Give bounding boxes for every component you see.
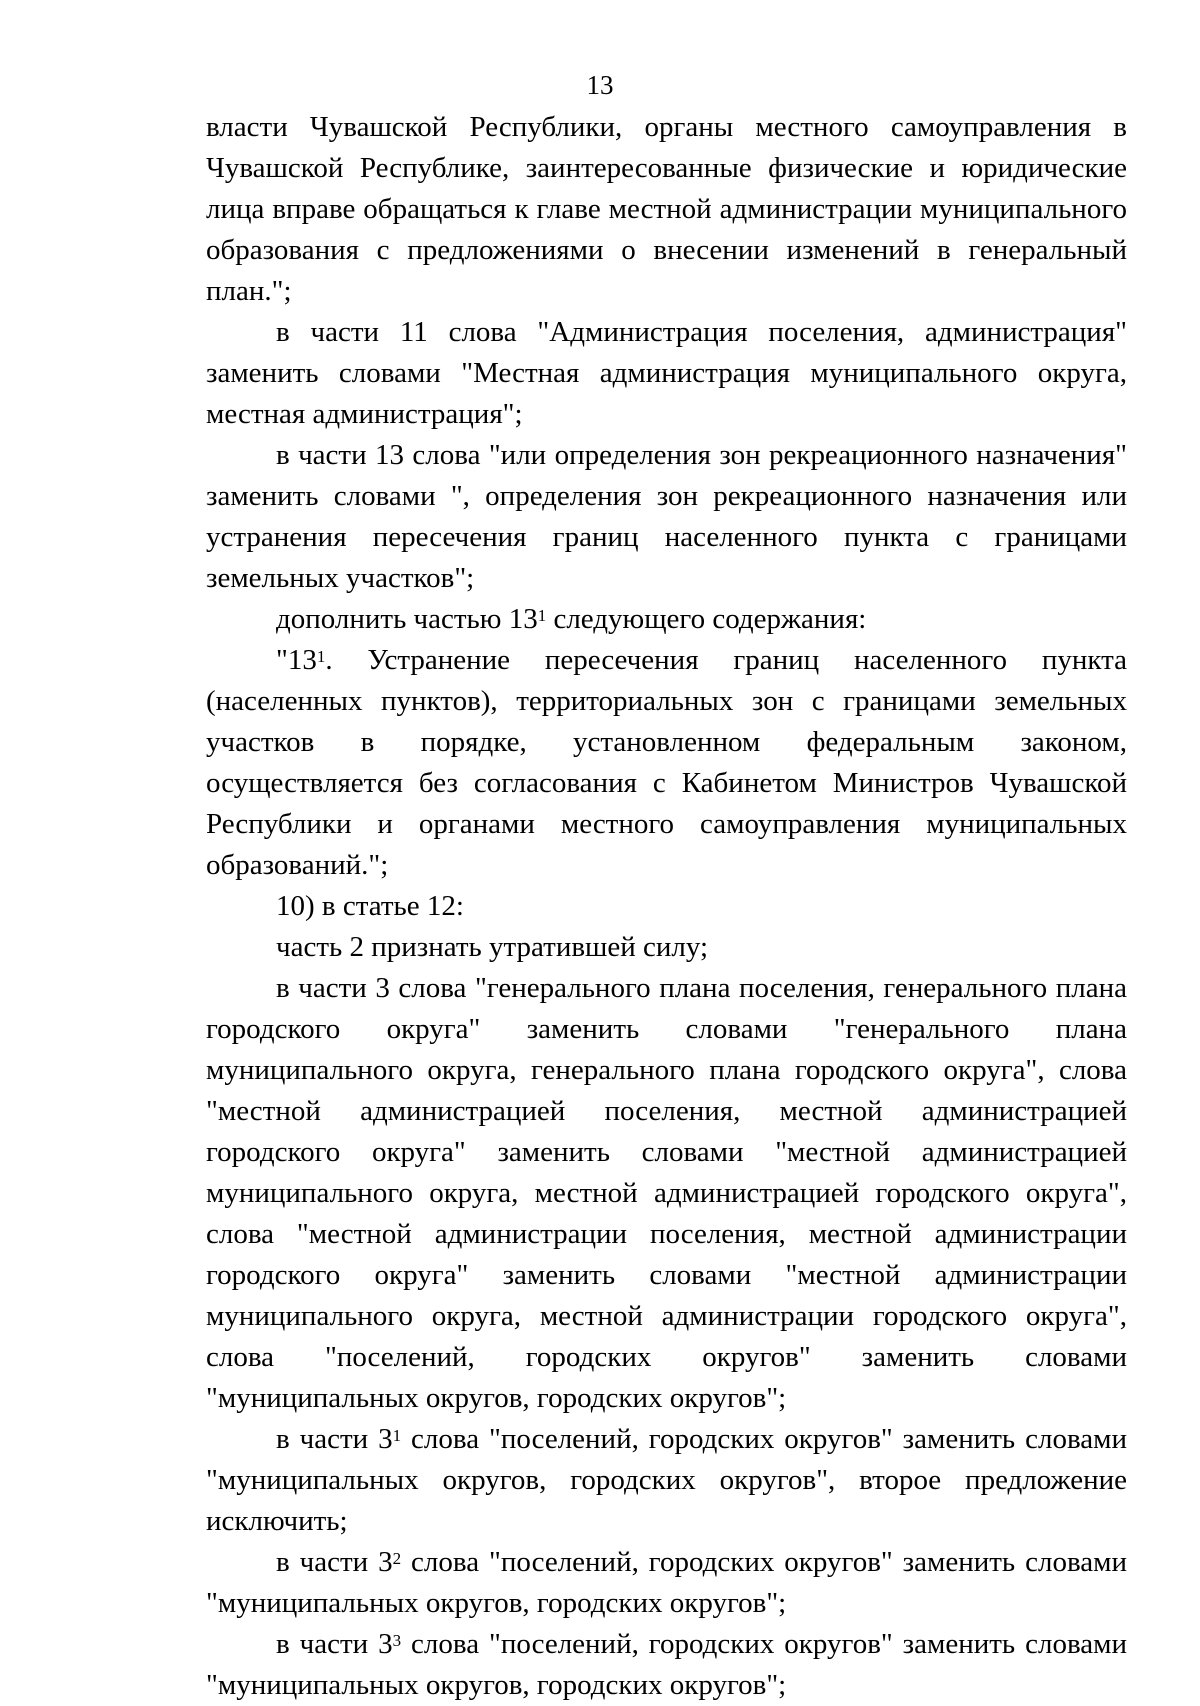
superscript: 1 (537, 606, 547, 625)
paragraph-text: в части 3 (276, 1423, 393, 1455)
paragraph (206, 1419, 1127, 1542)
paragraph-text: в части 3 (276, 1628, 393, 1660)
paragraph-text: в части 11 слова "Администрация поселения, администрация" заменить словами "Местная администрация муниципального округа, местная администрация"; (206, 316, 1127, 430)
superscript: 1 (316, 647, 326, 666)
document-body (206, 107, 1127, 1706)
paragraph (206, 886, 1127, 927)
paragraph-text: слова "поселений, городских округов" заменить словами "муниципальных округов, городских округов", второе предложение исключить; (206, 1423, 1127, 1537)
superscript: 3 (392, 1631, 402, 1650)
paragraph-text: слова "поселений, городских округов" заменить словами "муниципальных округов, городских округов"; (206, 1628, 1127, 1701)
paragraph-text: "13 (276, 644, 317, 676)
paragraph (206, 312, 1127, 435)
paragraph-text: дополнить частью 13 (276, 603, 538, 635)
paragraph-text: следующего содержания: (546, 603, 867, 635)
paragraph-text: . Устранение пересечения границ населенного пункта (населенных пунктов), территориальных зон с границами земельных участков в порядке, установленном федеральным законом, осуществляется без согласования с Кабинетом Министров Чувашской Республики и органами местного самоуправления муниципальных образований."; (206, 644, 1127, 881)
paragraph-text: в части 13 слова "или определения зон рекреационного назначения" заменить словами ", определения зон рекреационного назначения или устранения пересечения границ населенного пункта с границами земельных участков"; (206, 439, 1127, 594)
page-number: 13 (586, 70, 614, 100)
paragraph-text: часть 2 признать утратившей силу; (276, 931, 709, 963)
paragraph (206, 1542, 1127, 1624)
paragraph-text: в части 3 (276, 1546, 393, 1578)
paragraph-text: 10) в статье 12: (276, 890, 464, 922)
paragraph (206, 599, 1127, 640)
paragraph (206, 107, 1127, 312)
paragraph (206, 640, 1127, 886)
superscript: 2 (392, 1549, 402, 1568)
paragraph-text: в части 3 слова "генерального плана поселения, генерального плана городского округа" заменить словами "генерального плана муниципального округа, генерального плана городского округа", слова "местной администрацией поселения, местной администрацией городского округа" заменить словами "местной администрацией муниципального округа, местной администрацией городского округа", слова "местной администрации поселения, местной администрации городского округа" заменить словами "местной администрации муниципального округа, местной администрации городского округа", слова "поселений, городских округов" заменить словами "муниципальных округов, городских округов"; (206, 972, 1127, 1414)
paragraph-text: слова "поселений, городских округов" заменить словами "муниципальных округов, городских округов"; (206, 1546, 1127, 1619)
paragraph (206, 927, 1127, 968)
paragraph (206, 1624, 1127, 1706)
paragraph (206, 968, 1127, 1419)
superscript: 1 (392, 1426, 402, 1445)
paragraph (206, 435, 1127, 599)
paragraph-text: власти Чувашской Республики, органы местного самоуправления в Чувашской Республике, заинтересованные физические и юридические лица вправе обращаться к главе местной администрации муниципального образования с предложениями о внесении изменений в генеральный план."; (206, 111, 1127, 307)
